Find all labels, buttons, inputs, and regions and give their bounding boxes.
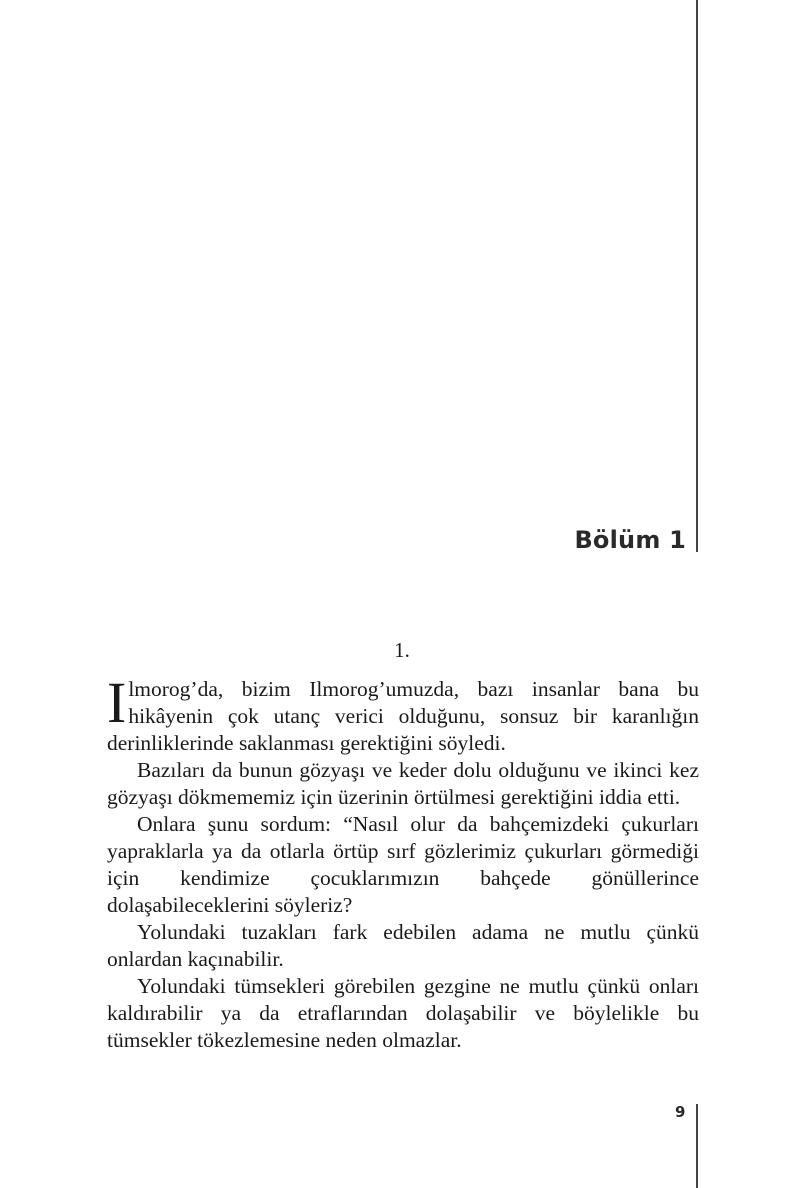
paragraph-5: Yolundaki tümsekleri görebilen gezgine ne mutlu çünkü onları kaldırabilir ya da etraflarından dolaşabilir ve böylelikle bu tümsekler tökezlemesine neden olmazlar. [107,974,699,1052]
section-number-label: 1. [394,638,410,662]
section-number [0,638,804,663]
page-number: 9 [675,1103,686,1121]
paragraph-4: Yolundaki tuzakları fark edebilen adama ne mutlu çünkü onlardan kaçınabilir. [107,920,699,971]
paragraph-1-text: lmorog’da, bizim Ilmorog’umuzda, bazı insanlar bana bu hikâyenin çok utanç verici olduğunu, sonsuz bir karanlığın derinliklerinde saklanması gerektiğini söyledi. [107,677,699,755]
paragraph-1 [107,670,699,757]
vertical-rule-bottom [696,1104,698,1188]
body-text [107,670,699,1054]
paragraph-2: Bazıları da bunun gözyaşı ve keder dolu olduğunu ve ikinci kez gözyaşı dökmememiz için üzerinin örtülmesi gerektiğini iddia etti. [107,758,699,809]
drop-cap: I [107,670,127,735]
paragraph-3: Onlara şunu sordum: “Nasıl olur da bahçemizdeki çukurları yapraklarla ya da otlarla örtüp sırf gözlerimiz çukurları görmediği için kendimize çocuklarımızın bahçede gönüllerince dolaşabileceklerini söyleriz? [107,812,699,917]
vertical-rule-top [696,0,698,552]
chapter-title: Bölüm 1 [574,526,686,554]
